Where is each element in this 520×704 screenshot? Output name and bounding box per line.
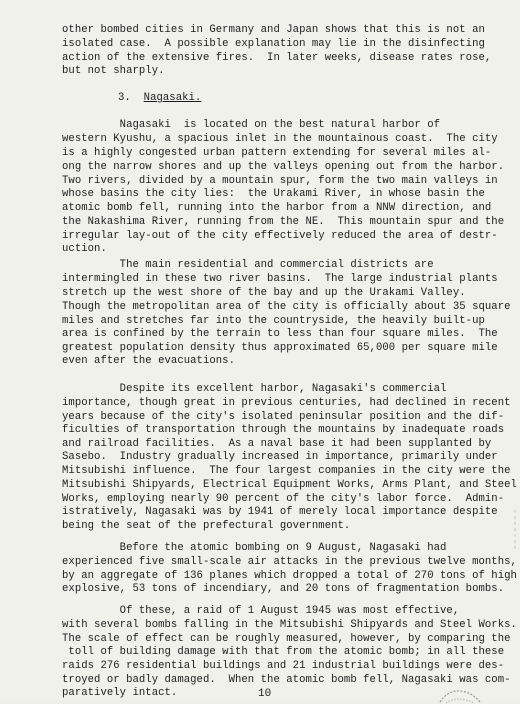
section-number: 3. [118,92,131,104]
paragraph-line: by an aggregate of 136 planes which dropped a total of 270 tons of high [62,570,517,582]
paragraph-line: istratively, Nagasaki was by 1941 of merely local importance despite [62,506,498,518]
paragraph-line: Nagasaki is located on the best natural harbor of [62,119,441,131]
paragraph-line: miles and stretches far into the countryside, the heavily built-up [62,315,485,327]
paragraph-line: troyed or badly damaged. When the atomic bomb fell, Nagasaki was com- [62,674,511,686]
paragraph-line: The main residential and commercial districts are [62,259,434,271]
paragraph-line: intermingled in these two river basins. The large industrial plants [62,273,498,285]
paragraph-line: western Kyushu, a spacious inlet in the mountainous coast. The city [62,133,498,145]
section-title: Nagasaki. [143,92,202,104]
scan-edge-mark [512,510,518,550]
paragraph-line: raids 276 residential buildings and 21 industrial buildings were des- [62,660,505,672]
paragraph-line: paratively intact. [62,687,178,699]
paragraph-line: uction. [62,243,107,255]
paragraph-line: experienced five small-scale air attacks in the previous twelve months, [62,556,517,568]
paragraph-line: being the seat of the prefectural government. [62,520,351,532]
paragraph-line: importance, though great in previous centuries, had declined in recent [62,397,511,409]
paragraph-line: stretch up the west shore of the bay and up the Urakami Valley. [62,287,466,299]
intro-line: isolated case. A possible explanation may lie in the disinfecting [62,38,485,50]
section-heading [118,92,201,106]
paragraph-line: Sasebo. Industry gradually increased in importance, primarily under [62,451,498,463]
paragraph-line: greatest population density thus approximated 65,000 per square mile [62,342,498,354]
paragraph-line: Two rivers, divided by a mountain spur, form the two main valleys in [62,175,498,187]
paragraph-line: Mitsubishi Shipyards, Electrical Equipment Works, Arms Plant, and Steel [62,479,517,491]
paragraph-line: toll of building damage with that from the atomic bomb; in all these [62,646,505,658]
paragraph-line: Mitsubishi influence. The four largest companies in the city were the [62,465,511,477]
paragraph-line: atomic bomb fell, running into the harbor from a NNW direction, and [62,202,492,214]
paragraph-line: the Nakashima River, running from the NE. This mountain spur and the [62,216,505,228]
paragraph-line: with several bombs falling in the Mitsubishi Shipyards and Steel Works. [62,619,517,631]
intro-line: other bombed cities in Germany and Japan shows that this is not an [62,24,485,36]
paragraph-line: ficulties of transportation through the mountains by inadequate roads [62,424,505,436]
paragraph-line: and railroad facilities. As a naval base it had been supplanted by [62,438,492,450]
paragraph-line: Works, employing nearly 90 percent of the city's labor force. Admin- [62,493,505,505]
paragraph-line: area is confined by the terrain to less than four square miles. The [62,328,498,340]
paragraph-line: irregular lay-out of the city effectively reduced the area of destr- [62,230,498,242]
paragraph-line: whose basins the city lies: the Urakami River, in whose basin the [62,188,485,200]
paragraph-line: years because of the city's isolated peninsular position and the dif- [62,411,505,423]
paragraph-line: is a highly congested urban pattern extending for several miles al- [62,147,492,159]
paragraph-line: Though the metropolitan area of the city is officially about 35 square [62,301,511,313]
page-number: 10 [258,688,272,700]
paragraph-line: The scale of effect can be roughly measured, however, by comparing the [62,633,511,645]
paragraph-line: Despite its excellent harbor, Nagasaki's commercial [62,383,447,395]
ink-stamp-mark [436,686,484,704]
paragraph-line: Before the atomic bombing on 9 August, Nagasaki had [62,542,447,554]
paragraph-line: even after the evacuations. [62,355,235,367]
intro-line: action of the extensive fires. In later weeks, disease rates rose, [62,52,492,64]
paragraph-line: Of these, a raid of 1 August 1945 was most effective, [62,605,460,617]
intro-line: but not sharply. [62,65,165,77]
paragraph-line: explosive, 53 tons of incendiary, and 20 tons of fragmentation bombs. [62,583,505,595]
paragraph-line: ong the narrow shores and up the valleys opening out from the harbor. [62,161,505,173]
